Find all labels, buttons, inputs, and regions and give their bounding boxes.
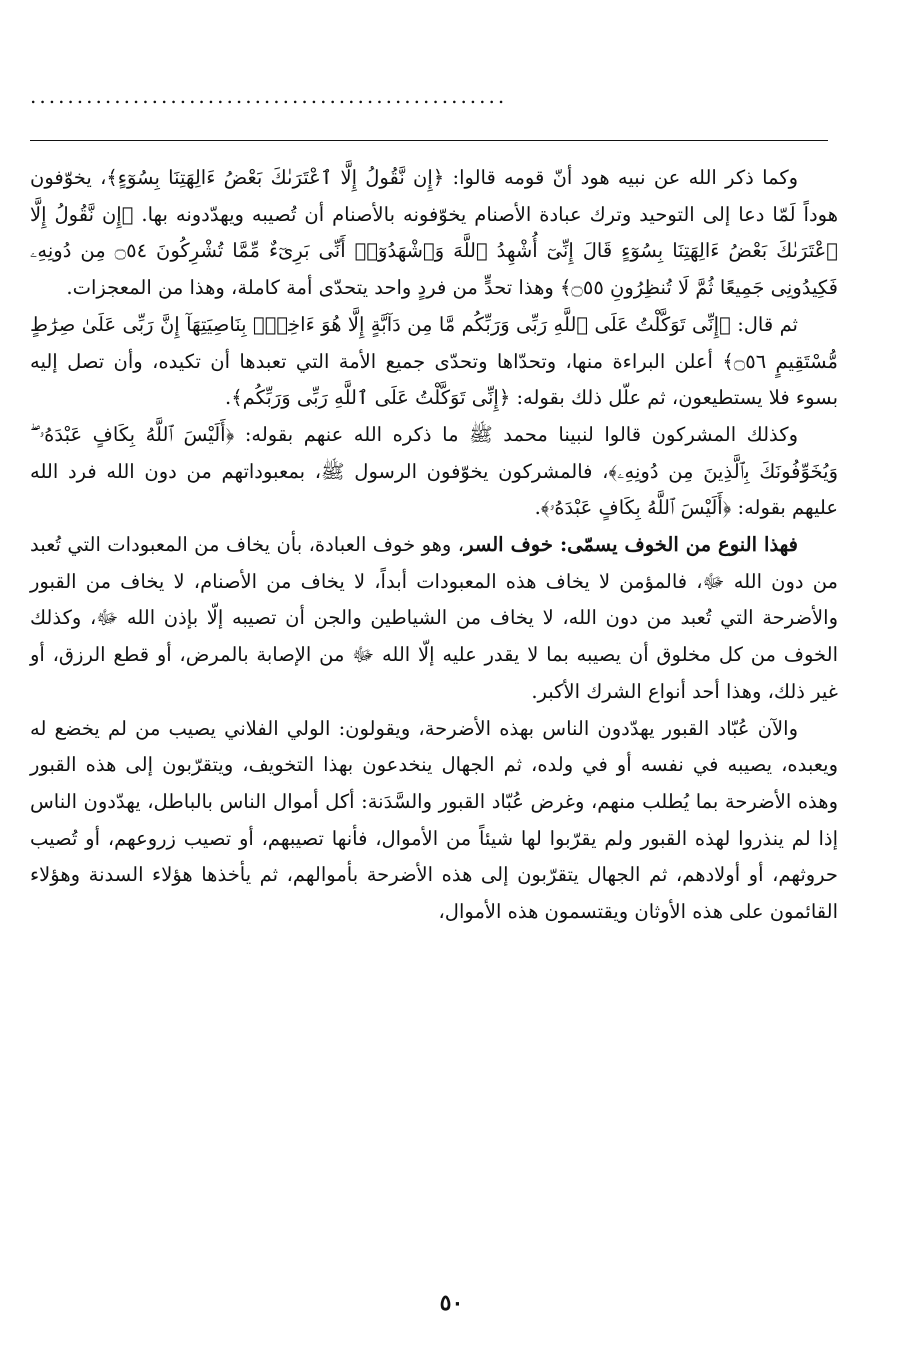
text-segment: وكذلك المشركون قالوا لنبينا محمد ﷺ ما ذكره الله عنهم بقوله: bbox=[234, 422, 798, 446]
text-segment: . bbox=[534, 496, 541, 520]
quran-verse: ﴿أَلَيْسَ ٱللَّهُ بِكَافٍ عَبْدَهُۥ﴾ bbox=[540, 496, 732, 520]
text-segment: . bbox=[224, 386, 232, 410]
text-segment: ، يخوّفون هوداً لَمّا دعا إلى التوحيد وترك عبادة الأصنام يخوّفونه بالأصنام أن تُصيبه ويهدّدونه بها. bbox=[30, 166, 838, 226]
document-body bbox=[30, 160, 838, 931]
text-segment: ، فالمشركون يخوّفون الرسول ﷺ، بمعبوداتهم من دون الله فرد الله عليهم بقوله: bbox=[30, 459, 838, 520]
text-segment: ثم قال: bbox=[730, 312, 798, 336]
bold-heading-text: فهذا النوع من الخوف يسمّى: خوف السر bbox=[464, 533, 798, 557]
quran-verse: ﴿إِن نَّقُولُ إِلَّا ٱعْتَرَىٰكَ بَعْضُ ءَالِهَتِنَا بِسُوٓءٍ قَالَ إِنِّىٓ أُشْهِدُ ٱللَّهَ وَٱشْهَدُوٓا۟ أَنِّى بَرِىٓءٌ مِّمَّا تُشْرِكُونَ ۝٥٤ مِن دُونِهِۦ فَكِيدُونِى جَمِيعًا ثُمَّ لَا تُنظِرُونِ ۝٥٥﴾ bbox=[30, 202, 838, 300]
quran-verse: ﴿إِنِّى تَوَكَّلْتُ عَلَى ٱللَّهِ رَبِّى وَرَبِّكُم مَّا مِن دَآبَّةٍ إِلَّا هُوَ ءَاخِذٌۢ بِنَاصِيَتِهَآ إِنَّ رَبِّى عَلَىٰ صِرَٰطٍ مُّسْتَقِيمٍ ۝٥٦﴾ bbox=[30, 312, 838, 373]
text-segment: والآن عُبّاد القبور يهدّدون الناس بهذه الأضرحة، ويقولون: الولي الفلاني يصيب من لم يخضع له ويعبده، يصيبه في نفسه أو في ولده، ثم الجهال ينخدعون بهذا التخويف، ويتقرّبون إلى هذه القبور وهذه الأضرحة بما يُطلب منهم، وغرض عُبّاد القبور والسَّدَنة: أكل أموال الناس بالباطل، يهدّدون الناس إذا لم ينذروا لهذه القبور ولم يقرّبوا لها شيئاً من الأموال، فأنها تصيبهم، أو تصيب زروعهم، أو تُصيب حروثهم، أو أولادهم، ثم الجهال يتقرّبون إلى هذه الأضرحة بأموالهم، ثم يأخذها هؤلاء السدنة وهؤلاء القائمون على هذه الأوثان ويقتسمون هذه الأموال، bbox=[30, 716, 838, 924]
paragraph-p2 bbox=[30, 307, 838, 417]
page-number: ٥٠ bbox=[439, 1290, 464, 1316]
quran-verse: ﴿أَلَيْسَ ٱللَّهُ بِكَافٍ عَبْدَهُۥ ۖ وَيُخَوِّفُونَكَ بِٱلَّذِينَ مِن دُونِهِۦ﴾ bbox=[30, 422, 838, 483]
text-segment: ، وهو خوف العبادة، بأن يخاف من المعبودات التي تُعبد من دون الله ﷻ، فالمؤمن لا يخاف هذه المعبودات أبداً، لا يخاف من الأصنام، لا يخاف من القبور والأضرحة التي تُعبد من دون الله، لا يخاف من الشياطين والجن أن تصيبه إلّا بإذن الله ﷻ، وكذلك الخوف من كل مخلوق أن يصيبه بما لا يقدر عليه إلّا الله ﷻ من الإصابة بالمرض، أو قطع الرزق، أو غير ذلك، وهذا أحد أنواع الشرك الأكبر. bbox=[30, 533, 839, 703]
paragraph-p1 bbox=[30, 160, 838, 307]
paragraph-p4 bbox=[30, 527, 838, 711]
paragraph-p5 bbox=[30, 711, 838, 931]
text-segment: أعلن البراءة منها، وتحدّاها وتحدّى جميع الأمة التي تعبدها أن تكيده، وأن تصل إليه بسوء فلا يستطيعون، ثم علّل ذلك بقوله: bbox=[30, 349, 838, 410]
text-segment: وهذا تحدٍّ من فردٍ واحد يتحدّى أمة كاملة، وهذا من المعجزات. bbox=[66, 276, 560, 300]
text-segment: وكما ذكر الله عن نبيه هود أنّ قومه قالوا: bbox=[444, 166, 799, 189]
quran-verse: ﴿إِنِّى تَوَكَّلْتُ عَلَى ٱللَّهِ رَبِّى وَرَبِّكُم﴾ bbox=[231, 386, 511, 410]
quran-verse: ﴿إِن نَّقُولُ إِلَّا ٱعْتَرَىٰكَ بَعْضُ ءَالِهَتِنَا بِسُوٓءٍ﴾ bbox=[106, 166, 445, 189]
header-dotted-line: ................................................... bbox=[30, 84, 508, 108]
paragraph-p3 bbox=[30, 417, 838, 527]
header-rule bbox=[30, 140, 828, 141]
